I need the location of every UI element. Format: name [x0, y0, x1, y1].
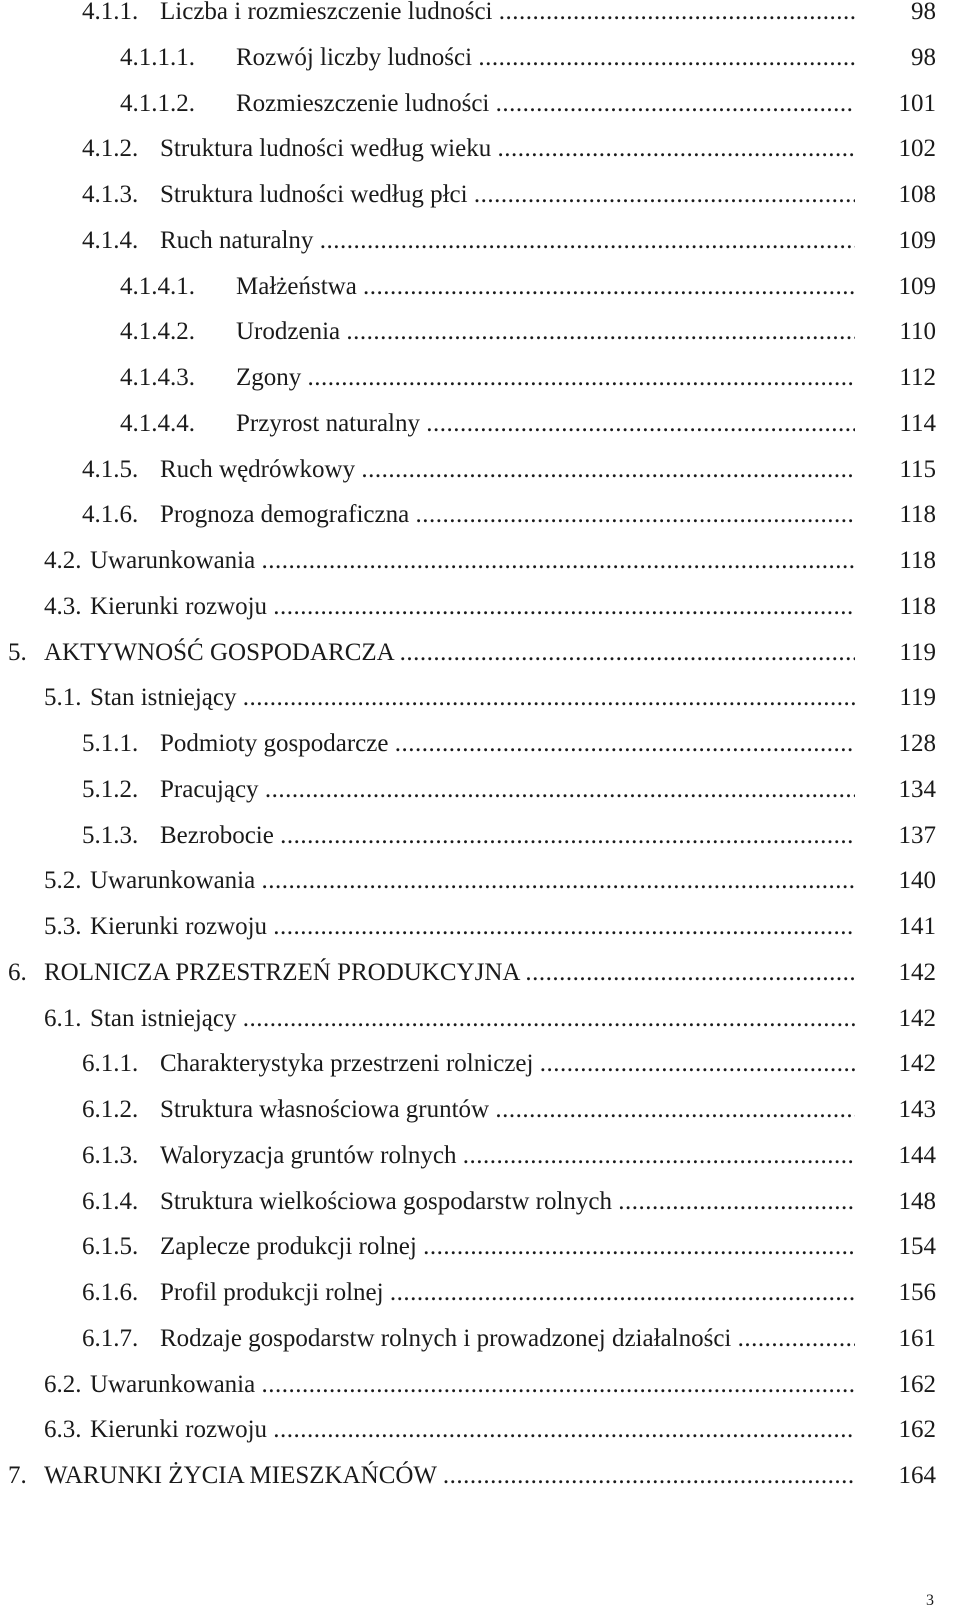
toc-entry-page: 144: [898, 1141, 936, 1169]
toc-entry-title-with-leader: [90, 678, 855, 718]
toc-entry-title: Kierunki rozwoju: [90, 592, 268, 620]
toc-entry-page: 118: [899, 592, 936, 620]
toc-entry-title: Podmioty gospodarcze: [160, 730, 389, 757]
toc-entry-number: 6.2.: [44, 1370, 82, 1398]
toc-entry-title: Bezrobocie: [160, 821, 274, 849]
toc-entry[interactable]: [0, 84, 960, 124]
toc-entry-title-with-leader: [236, 84, 855, 124]
toc-entry-number: 6.3.: [44, 1416, 82, 1444]
toc-entry-title-with-leader: [160, 1136, 855, 1176]
toc-entry-title-with-leader: [160, 450, 855, 490]
toc-entry-title: Urodzenia: [236, 318, 341, 346]
toc-entry-title: Kierunki rozwoju: [90, 1416, 268, 1444]
toc-entry-number: 5.: [8, 638, 27, 666]
toc-entry-number: 4.1.4.4.: [120, 409, 195, 437]
toc-entry-page: 161: [898, 1324, 936, 1352]
toc-entry-page: 114: [899, 409, 936, 437]
toc-entry-number: 4.3.: [44, 592, 82, 620]
toc-entry[interactable]: [0, 450, 960, 490]
toc-entry-title: Rozmieszczenie ludności: [236, 89, 490, 117]
toc-entry[interactable]: [0, 1044, 960, 1084]
toc-entry[interactable]: [0, 1227, 960, 1267]
toc-entry-title-with-leader: [90, 587, 855, 627]
toc-entry-title: Uwarunkowania: [90, 547, 256, 574]
toc-entry-title-with-leader: [160, 1090, 855, 1130]
toc-entry-page: 162: [898, 1370, 936, 1398]
toc-entry-number: 6.1.5.: [82, 1233, 139, 1261]
toc-entry[interactable]: [0, 1319, 960, 1359]
toc-entry-page: 98: [911, 0, 936, 25]
toc-entry-title: Prognoza demograficzna: [160, 501, 410, 529]
toc-entry-title: Rozwój liczby ludności: [236, 43, 473, 71]
toc-entry-title: Struktura ludności według wieku: [160, 135, 492, 163]
toc-entry-title: Struktura ludności według płci: [160, 181, 468, 208]
toc-entry-title-with-leader: [160, 1182, 855, 1222]
toc-entry-title-with-leader: [160, 221, 855, 261]
toc-entry-page: 134: [898, 775, 936, 803]
toc-entry-number: 4.2.: [44, 547, 82, 574]
toc-entry[interactable]: [0, 678, 960, 718]
toc-entry-title: Struktura wielkościowa gospodarstw rolnych: [160, 1187, 613, 1215]
toc-entry-title-with-leader: [90, 1410, 855, 1450]
toc-entry-page: 108: [898, 181, 936, 208]
toc-entry[interactable]: [0, 38, 960, 78]
toc-entry[interactable]: [0, 175, 960, 215]
toc-entry[interactable]: [0, 999, 960, 1039]
toc-entry-title: Uwarunkowania: [90, 867, 256, 895]
toc-entry-page: 154: [898, 1233, 936, 1261]
toc-entry-page: 143: [898, 1096, 936, 1123]
toc-entry-number: 6.1.7.: [82, 1324, 139, 1352]
toc-entry-title-with-leader: [44, 953, 855, 993]
toc-entry-number: 4.1.3.: [82, 181, 139, 208]
toc-entry[interactable]: [0, 770, 960, 810]
toc-entry-title: Charakterystyka przestrzeni rolniczej: [160, 1050, 534, 1078]
toc-entry-title-with-leader: [160, 0, 855, 32]
toc-entry-title-with-leader: [44, 1456, 855, 1496]
toc-entry-page: 140: [898, 867, 936, 895]
toc-entry-page: 119: [899, 638, 936, 666]
toc-entry[interactable]: [0, 267, 960, 307]
toc-entry-number: 4.1.4.3.: [120, 364, 195, 391]
toc-entry-title: Rodzaje gospodarstw rolnych i prowadzonej działalności: [160, 1324, 732, 1352]
toc-entry-page: 142: [898, 958, 936, 986]
toc-entry-title: Przyrost naturalny: [236, 409, 420, 437]
toc-entry[interactable]: [0, 312, 960, 352]
toc-entry-title: Ruch wędrówkowy: [160, 455, 356, 483]
toc-entry-page: 137: [898, 821, 936, 849]
toc-entry-page: 112: [899, 364, 936, 391]
toc-entry-title-with-leader: [160, 816, 855, 856]
toc-entry-title-with-leader: [236, 312, 855, 352]
toc-entry-title-with-leader: [90, 1365, 855, 1405]
toc-entry-title: Profil produkcji rolnej: [160, 1279, 384, 1306]
toc-entry-number: 5.1.3.: [82, 821, 139, 849]
toc-entry-number: 6.1.6.: [82, 1279, 139, 1306]
toc-entry-number: 5.1.: [44, 684, 82, 712]
toc-entry-title: Pracujący: [160, 775, 259, 803]
toc-entry[interactable]: [0, 221, 960, 261]
toc-entry-page: 142: [898, 1050, 936, 1078]
toc-entry-number: 5.1.1.: [82, 730, 139, 757]
toc-entry-page: 142: [898, 1004, 936, 1032]
toc-entry[interactable]: [0, 358, 960, 398]
toc-entry-title-with-leader: [160, 1273, 855, 1313]
toc-entry-number: 6.1.3.: [82, 1141, 139, 1169]
toc-entry-page: 148: [898, 1187, 936, 1215]
toc-entry-number: 7.: [8, 1462, 27, 1489]
toc-entry-title-with-leader: [44, 633, 855, 673]
toc-entry-number: 4.1.5.: [82, 455, 139, 483]
toc-entry-title-with-leader: [236, 38, 855, 78]
toc-entry-number: 4.1.4.: [82, 226, 139, 254]
toc-entry-page: 141: [898, 913, 936, 940]
toc-entry-number: 5.1.2.: [82, 775, 139, 803]
toc-entry-page: 118: [899, 501, 936, 529]
toc-entry-number: 6.1.: [44, 1004, 82, 1032]
toc-entry[interactable]: [0, 1182, 960, 1222]
toc-entry-page: 118: [899, 547, 936, 574]
toc-entry-number: 4.1.1.: [82, 0, 139, 25]
toc-entry-number: 5.3.: [44, 913, 82, 940]
toc-entry-title-with-leader: [90, 541, 855, 581]
toc-entry[interactable]: [0, 587, 960, 627]
toc-entry-title: Kierunki rozwoju: [90, 913, 268, 940]
toc-entry-title: Zgony: [236, 364, 302, 391]
toc-entry[interactable]: [0, 907, 960, 947]
toc-entry-number: 6.1.1.: [82, 1050, 139, 1078]
toc-entry-title: Uwarunkowania: [90, 1370, 256, 1398]
toc-entry-title: Struktura własnościowa gruntów: [160, 1096, 490, 1123]
toc-entry-page: 128: [898, 730, 936, 757]
toc-entry-title-with-leader: [160, 1227, 855, 1267]
toc-entry-title-with-leader: [90, 907, 855, 947]
toc-entry-title-with-leader: [160, 770, 855, 810]
toc-entry-title-with-leader: [236, 404, 855, 444]
toc-entry[interactable]: [0, 1456, 960, 1496]
toc-entry-page: 156: [898, 1279, 936, 1306]
toc-entry-title-with-leader: [160, 1044, 855, 1084]
toc-entry[interactable]: [0, 404, 960, 444]
toc-entry[interactable]: [0, 1410, 960, 1450]
toc-entry[interactable]: [0, 633, 960, 673]
toc-entry-number: 6.: [8, 958, 27, 986]
toc-entry-title-with-leader: [236, 358, 855, 398]
toc-entry-title-with-leader: [236, 267, 855, 307]
toc-entry-page: 164: [898, 1462, 936, 1489]
toc-entry-number: 5.2.: [44, 867, 82, 895]
toc-entry-title-with-leader: [160, 175, 855, 215]
toc-entry-title: Liczba i rozmieszczenie ludności: [160, 0, 493, 25]
toc-entry-title: Stan istniejący: [90, 1004, 237, 1032]
toc-entry-title: Stan istniejący: [90, 684, 237, 712]
toc-entry-number: 4.1.4.1.: [120, 272, 195, 300]
toc-entry-number: 4.1.1.2.: [120, 89, 195, 117]
toc-entry[interactable]: [0, 495, 960, 535]
toc-entry-page: 98: [911, 43, 936, 71]
toc-entry[interactable]: [0, 1365, 960, 1405]
toc-entry-title-with-leader: [160, 1319, 855, 1359]
toc-entry-page: 102: [898, 135, 936, 163]
toc-entry[interactable]: [0, 1273, 960, 1313]
toc-entry-title: WARUNKI ŻYCIA MIESZKAŃCÓW: [44, 1462, 437, 1489]
toc-entry-title-with-leader: [160, 129, 855, 169]
toc-entry-page: 110: [899, 318, 936, 346]
toc-entry-title-with-leader: [90, 999, 855, 1039]
toc-entry-title-with-leader: [90, 861, 855, 901]
toc-entry-number: 6.1.4.: [82, 1187, 139, 1215]
toc-entry[interactable]: [0, 861, 960, 901]
toc-entry[interactable]: [0, 953, 960, 993]
toc-entry-title: Ruch naturalny: [160, 226, 314, 254]
toc-entry-title: Zaplecze produkcji rolnej: [160, 1233, 417, 1261]
toc-entry-title-with-leader: [160, 724, 855, 764]
toc-entry-page: 101: [898, 89, 936, 117]
toc-entry-page: 115: [899, 455, 936, 483]
toc-entry[interactable]: [0, 724, 960, 764]
toc-entry[interactable]: [0, 816, 960, 856]
toc-entry-number: 4.1.6.: [82, 501, 139, 529]
toc-entry-title: AKTYWNOŚĆ GOSPODARCZA: [44, 638, 394, 666]
toc-entry-page: 119: [899, 684, 936, 712]
toc-entry-page: 162: [898, 1416, 936, 1444]
toc-entry-title: Waloryzacja gruntów rolnych: [160, 1141, 457, 1169]
toc-entry[interactable]: [0, 0, 960, 32]
toc-entry-number: 4.1.2.: [82, 135, 139, 163]
toc-entry-page: 109: [898, 272, 936, 300]
toc-entry[interactable]: [0, 1090, 960, 1130]
toc-entry-page: 109: [898, 226, 936, 254]
toc-entry[interactable]: [0, 541, 960, 581]
toc-entry-number: 4.1.1.1.: [120, 43, 195, 71]
toc-entry-number: 6.1.2.: [82, 1096, 139, 1123]
toc-entry[interactable]: [0, 1136, 960, 1176]
toc-entry-title: Małżeństwa: [236, 272, 357, 300]
toc-entry-number: 4.1.4.2.: [120, 318, 195, 346]
page-number: 3: [926, 1592, 934, 1609]
toc-entry[interactable]: [0, 129, 960, 169]
toc-entry-title: ROLNICZA PRZESTRZEŃ PRODUKCYJNA: [44, 958, 520, 986]
toc-entry-title-with-leader: [160, 495, 855, 535]
